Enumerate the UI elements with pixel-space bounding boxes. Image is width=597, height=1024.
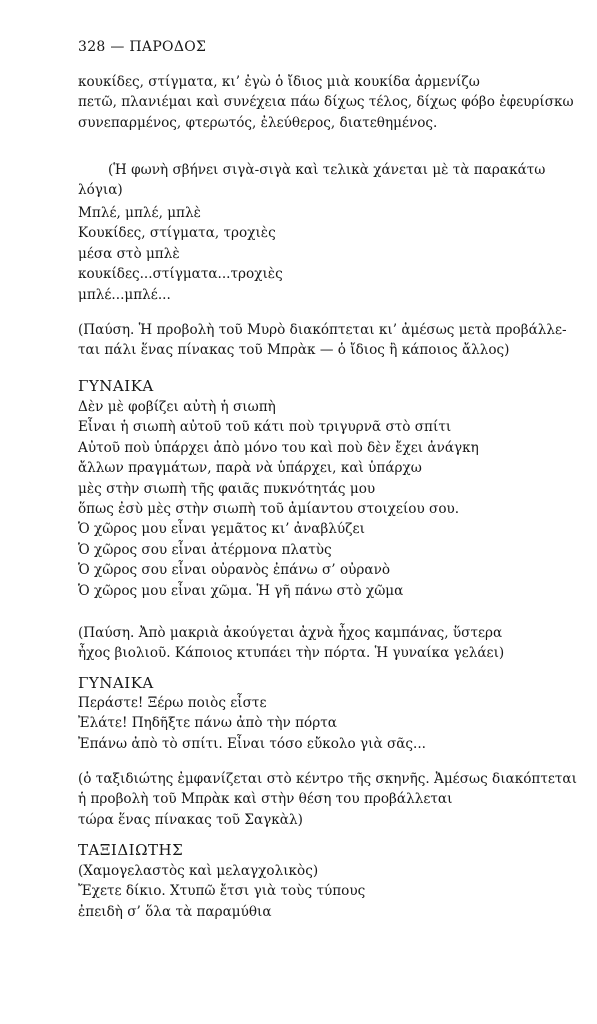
stage-direction: [78, 623, 504, 664]
speaker-name: ΤΑΞΙΔΙΩΤΗΣ: [78, 841, 184, 859]
speech-line: Εἶναι ἡ σιωπὴ αὐτοῦ τοῦ κάτι ποὺ τριγυρνᾶ στὸ σπίτι: [78, 419, 452, 436]
stage-direction: [78, 160, 545, 201]
stage-direction-line: (Χαμογελαστὸς καὶ μελαγχολικὸς): [78, 863, 319, 879]
speech-line: Ὁ χῶρος μου εἶναι χῶμα. Ἡ γῆ πάνω στὸ χῶμα: [78, 582, 404, 599]
verse-line: μπλέ...μπλέ...: [78, 286, 171, 303]
opening-verse: [78, 72, 574, 133]
speech: [78, 861, 365, 922]
speech-line: μὲς στὴν σιωπὴ τῆς φαιᾶς πυκνότητάς μου: [78, 480, 376, 497]
speech-line: Δὲν μὲ φοβίζει αὐτὴ ἡ σιωπὴ: [78, 399, 276, 415]
fading-verse: [78, 203, 283, 305]
speech-line: Περάστε! Ξέρω ποιὸς εἶστε: [78, 695, 267, 711]
verse-line: Κουκίδες, στίγματα, τροχιὲς: [78, 225, 276, 242]
stage-direction-line: (Παύση. Ἀπὸ μακριὰ ἀκούγεται ἀχνὰ ἦχος καμπάνας, ὕστερα: [78, 625, 503, 641]
speech: [78, 693, 426, 754]
stage-direction: [78, 320, 567, 361]
speech-line: Ἔχετε δίκιο. Χτυπῶ ἔτσι γιὰ τοὺς τύπους: [78, 883, 366, 900]
stage-direction-line: ἡ προβολὴ τοῦ Μπρὰκ καὶ στὴν θέση του προβάλλεται: [78, 791, 453, 808]
stage-direction-line: (ὁ ταξιδιώτης ἐμφανίζεται στὸ κέντρο τῆς σκηνῆς. Ἀμέσως διακόπτεται: [78, 771, 577, 787]
verse-line: μέσα στὸ μπλὲ: [78, 245, 180, 262]
stage-direction-line: λόγια): [78, 182, 123, 199]
verse-line: Μπλέ, μπλέ, μπλὲ: [78, 205, 201, 221]
stage-direction-line: τώρα ἕνας πίνακας τοῦ Σαγκὰλ): [78, 811, 303, 828]
speech-line: Ὁ χῶρος μου εἶναι γεμᾶτος κι’ ἀναβλύζει: [78, 521, 365, 538]
speech-line: Ὁ χῶρος σου εἶναι οὐρανὸς ἐπάνω σ’ οὐρανὸ: [78, 562, 391, 579]
speech-line: Ἐπάνω ἀπὸ τὸ σπίτι. Εἶναι τόσο εὔκολο γιὰ σᾶς...: [78, 735, 426, 752]
stage-direction-line: (Ἡ φωνὴ σβήνει σιγὰ-σιγὰ καὶ τελικὰ χάνεται μὲ τὰ παρακάτω: [108, 162, 546, 178]
page-header: 328 — ΠΑΡΟΔΟΣ: [78, 39, 207, 55]
stage-direction: [78, 769, 577, 830]
speech-line: Αὐτοῦ ποὺ ὑπάρχει ἀπὸ μόνο του καὶ ποὺ δὲν ἔχει ἀνάγκη: [78, 439, 479, 456]
verse-line: συνεπαρμένος, φτερωτός, ἐλεύθερος, διατεθημένος.: [78, 114, 438, 131]
speaker-heading: [78, 376, 154, 396]
stage-direction-line: ται πάλι ἕνας πίνακας τοῦ Μπρὰκ — ὁ ἴδιος ἢ κάποιος ἄλλος): [78, 342, 510, 359]
verse-line: κουκίδες...στίγματα...τροχιὲς: [78, 266, 283, 283]
speaker-name: ΓΥΝΑΙΚΑ: [78, 377, 154, 395]
speech: [78, 397, 479, 601]
speech-line: ὅπως ἐσὺ μὲς στὴν σιωπὴ τοῦ ἀμίαντου στοιχείου σου.: [78, 501, 460, 518]
stage-direction-line: ἦχος βιολιοῦ. Κάποιος κτυπάει τὴν πόρτα. Ἡ γυναίκα γελάει): [78, 645, 505, 662]
verse-line: κουκίδες, στίγματα, κι’ ἐγὼ ὁ ἴδιος μιὰ κουκίδα ἀρμενίζω: [78, 74, 480, 90]
speaker-heading: [78, 840, 183, 860]
speech-line: ἄλλων πραγμάτων, παρὰ νὰ ὑπάρχει, καὶ ὑπάρχω: [78, 460, 422, 477]
speech-line: ἐπειδὴ σ’ ὅλα τὰ παραμύθια: [78, 903, 272, 920]
speech-line: Ἐλάτε! Πηδῆξτε πάνω ἀπὸ τὴν πόρτα: [78, 715, 337, 732]
stage-direction-line: (Παύση. Ἡ προβολὴ τοῦ Μυρὸ διακόπτεται κι’ ἀμέσως μετὰ προβάλλε-: [78, 322, 567, 338]
speaker-heading: [78, 673, 154, 693]
verse-line: πετῶ, πλανιέμαι καὶ συνέχεια πάω δίχως τέλος, δίχως φόβο ἐφευρίσκω: [78, 94, 574, 111]
speech-line: Ὁ χῶρος σου εἶναι ἀτέρμονα πλατὺς: [78, 541, 332, 558]
speaker-name: ΓΥΝΑΙΚΑ: [78, 674, 154, 692]
